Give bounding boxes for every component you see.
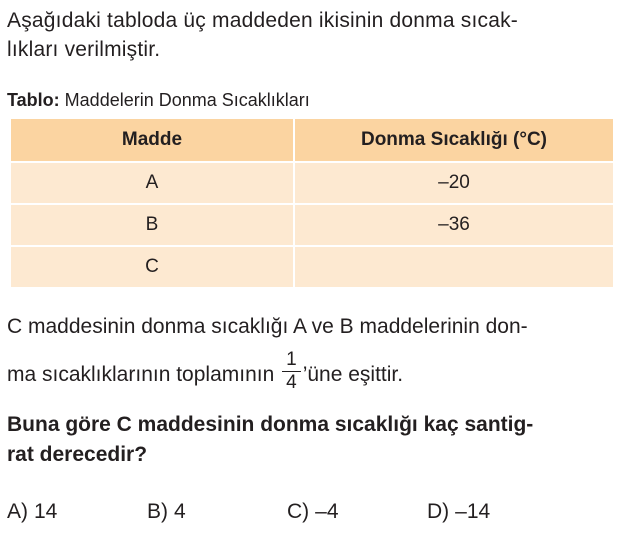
question-prompt-line-2: rat derecedir? xyxy=(7,443,148,466)
table-caption xyxy=(7,89,310,111)
choice-c-letter: C) xyxy=(287,500,310,523)
cell-madde: B xyxy=(10,204,294,246)
table-row xyxy=(10,162,614,204)
choice-a-letter: A) xyxy=(7,500,28,523)
intro-paragraph xyxy=(7,6,619,64)
choice-d-letter: D) xyxy=(427,500,450,523)
fraction-numerator: 1 xyxy=(282,349,301,372)
intro-line-1: Aşağıdaki tabloda üç maddeden ikisinin donma sıcak- xyxy=(7,9,518,32)
choice-b[interactable] xyxy=(147,499,186,525)
intro-line-2: lıkları verilmiştir. xyxy=(7,38,161,61)
cell-donma xyxy=(294,246,614,288)
choice-a[interactable] xyxy=(7,499,57,525)
question-line-2 xyxy=(7,349,404,397)
table-caption-text: Maddelerin Donma Sıcaklıkları xyxy=(64,90,310,110)
question-line-2-before: ma sıcaklıklarının toplamının xyxy=(7,363,275,386)
table-caption-label: Tablo: xyxy=(7,90,60,110)
choice-d-value: –14 xyxy=(455,500,491,523)
choice-b-value: 4 xyxy=(174,500,186,523)
question-prompt xyxy=(7,410,619,470)
question-line-2-after: ’üne eşittir. xyxy=(302,363,404,386)
table-header-row xyxy=(10,118,614,162)
choice-a-value: 14 xyxy=(34,500,58,523)
choice-c[interactable] xyxy=(287,499,339,525)
cell-donma: –36 xyxy=(294,204,614,246)
cell-madde: C xyxy=(10,246,294,288)
choice-d[interactable] xyxy=(427,499,490,525)
header-donma-sicakligi: Donma Sıcaklığı (°C) xyxy=(294,118,614,162)
fraction-one-quarter xyxy=(282,349,301,394)
header-madde: Madde xyxy=(10,118,294,162)
choice-b-letter: B) xyxy=(147,500,168,523)
question-line-1: C maddesinin donma sıcaklığı A ve B maddelerinin don- xyxy=(7,315,528,338)
cell-donma: –20 xyxy=(294,162,614,204)
cell-madde: A xyxy=(10,162,294,204)
freezing-point-table xyxy=(9,117,615,289)
table-row xyxy=(10,246,614,288)
choice-c-value: –4 xyxy=(315,500,339,523)
table-row xyxy=(10,204,614,246)
question-prompt-line-1: Buna göre C maddesinin donma sıcaklığı kaç santig- xyxy=(7,413,534,436)
fraction-denominator: 4 xyxy=(286,372,297,393)
